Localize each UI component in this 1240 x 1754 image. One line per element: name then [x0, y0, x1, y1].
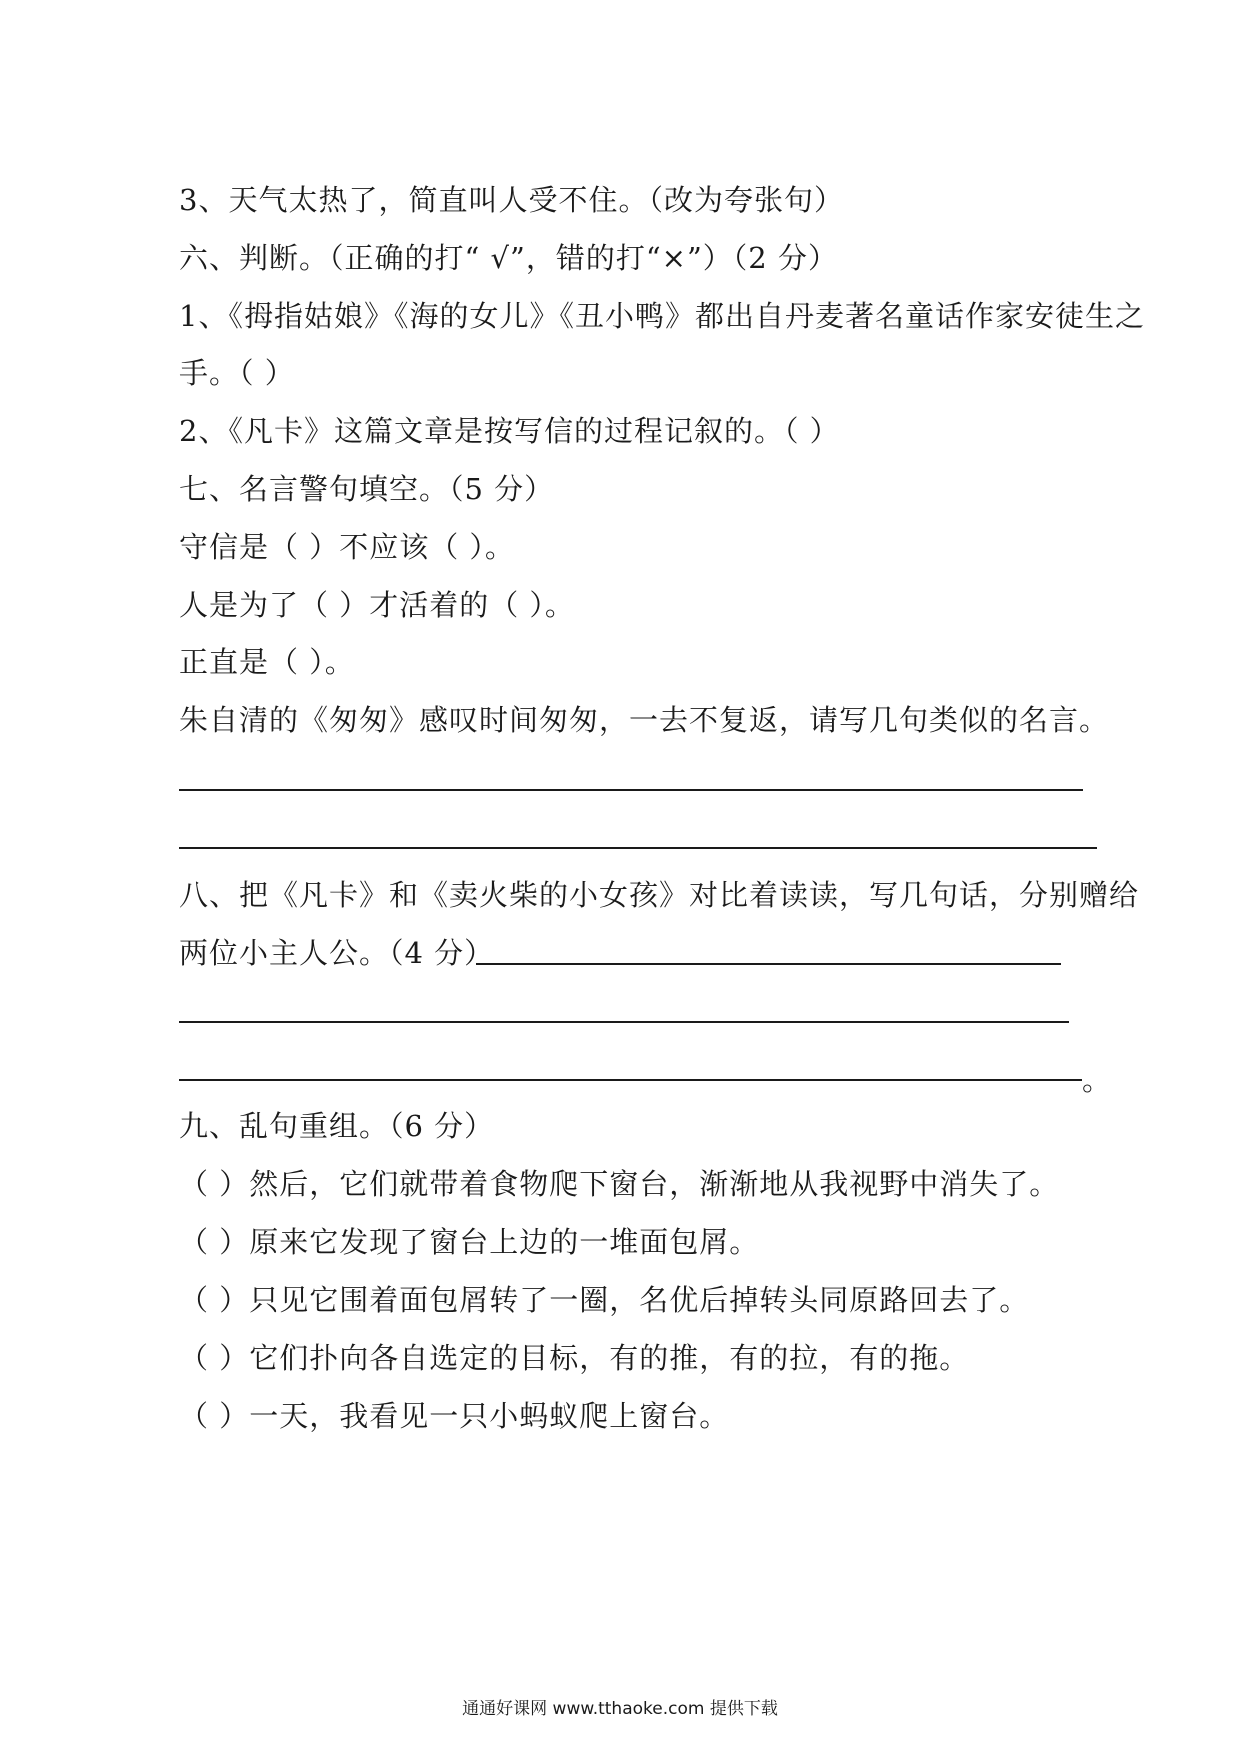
answer-line-3	[476, 963, 1061, 965]
section-6-heading: 六、判断。（正确的打“ √”，错的打“×”）（2 分）	[179, 241, 838, 275]
section-8-cont: 两位小主人公。（4 分）	[179, 936, 495, 970]
answer-line-1	[179, 789, 1083, 791]
answer-line-2	[179, 847, 1097, 849]
proverb-prompt: 朱自清的《匆匆》感叹时间匆匆，一去不复返，请写几句类似的名言。	[179, 703, 1110, 737]
judge-item-1-cont: 手。（ ）	[179, 356, 295, 390]
proverb-1: 守信是（ ）不应该（ ）。	[179, 530, 515, 564]
reorder-item-5: （ ）一天，我看见一只小蚂蚁爬上窗台。	[179, 1399, 730, 1433]
judge-item-2-text: 2、《凡卡》这篇文章是按写信的过程记叙的。（ ）	[179, 414, 840, 448]
question-3-text: 3、天气太热了，简直叫人受不住。（改为夸张句）	[179, 183, 844, 217]
reorder-item-2: （ ）原来它发现了窗台上边的一堆面包屑。	[179, 1225, 760, 1259]
judge-item-1-text: 1、《拇指姑娘》《海的女儿》《丑小鸭》都出自丹麦著名童话作家安徒生之	[179, 299, 1145, 333]
answer-end-period: 。	[1082, 1063, 1112, 1097]
footer-credit: 通通好课网 www.tthaoke.com 提供下载	[462, 1699, 778, 1719]
answer-line-4	[179, 1021, 1069, 1023]
section-9-heading: 九、乱句重组。（6 分）	[179, 1109, 495, 1143]
section-7-heading: 七、名言警句填空。（5 分）	[179, 472, 555, 506]
answer-line-5	[179, 1079, 1082, 1081]
proverb-3: 正直是（ ）。	[179, 645, 355, 679]
reorder-item-1: （ ）然后，它们就带着食物爬下窗台，渐渐地从我视野中消失了。	[179, 1167, 1060, 1201]
proverb-2: 人是为了（ ）才活着的（ ）。	[179, 588, 575, 622]
reorder-item-4: （ ）它们扑向各自选定的目标，有的推，有的拉，有的拖。	[179, 1341, 970, 1375]
section-8-heading: 八、把《凡卡》和《卖火柴的小女孩》对比着读读，写几句话，分别赠给	[179, 878, 1140, 912]
reorder-item-3: （ ）只见它围着面包屑转了一圈，名优后掉转头同原路回去了。	[179, 1283, 1030, 1317]
